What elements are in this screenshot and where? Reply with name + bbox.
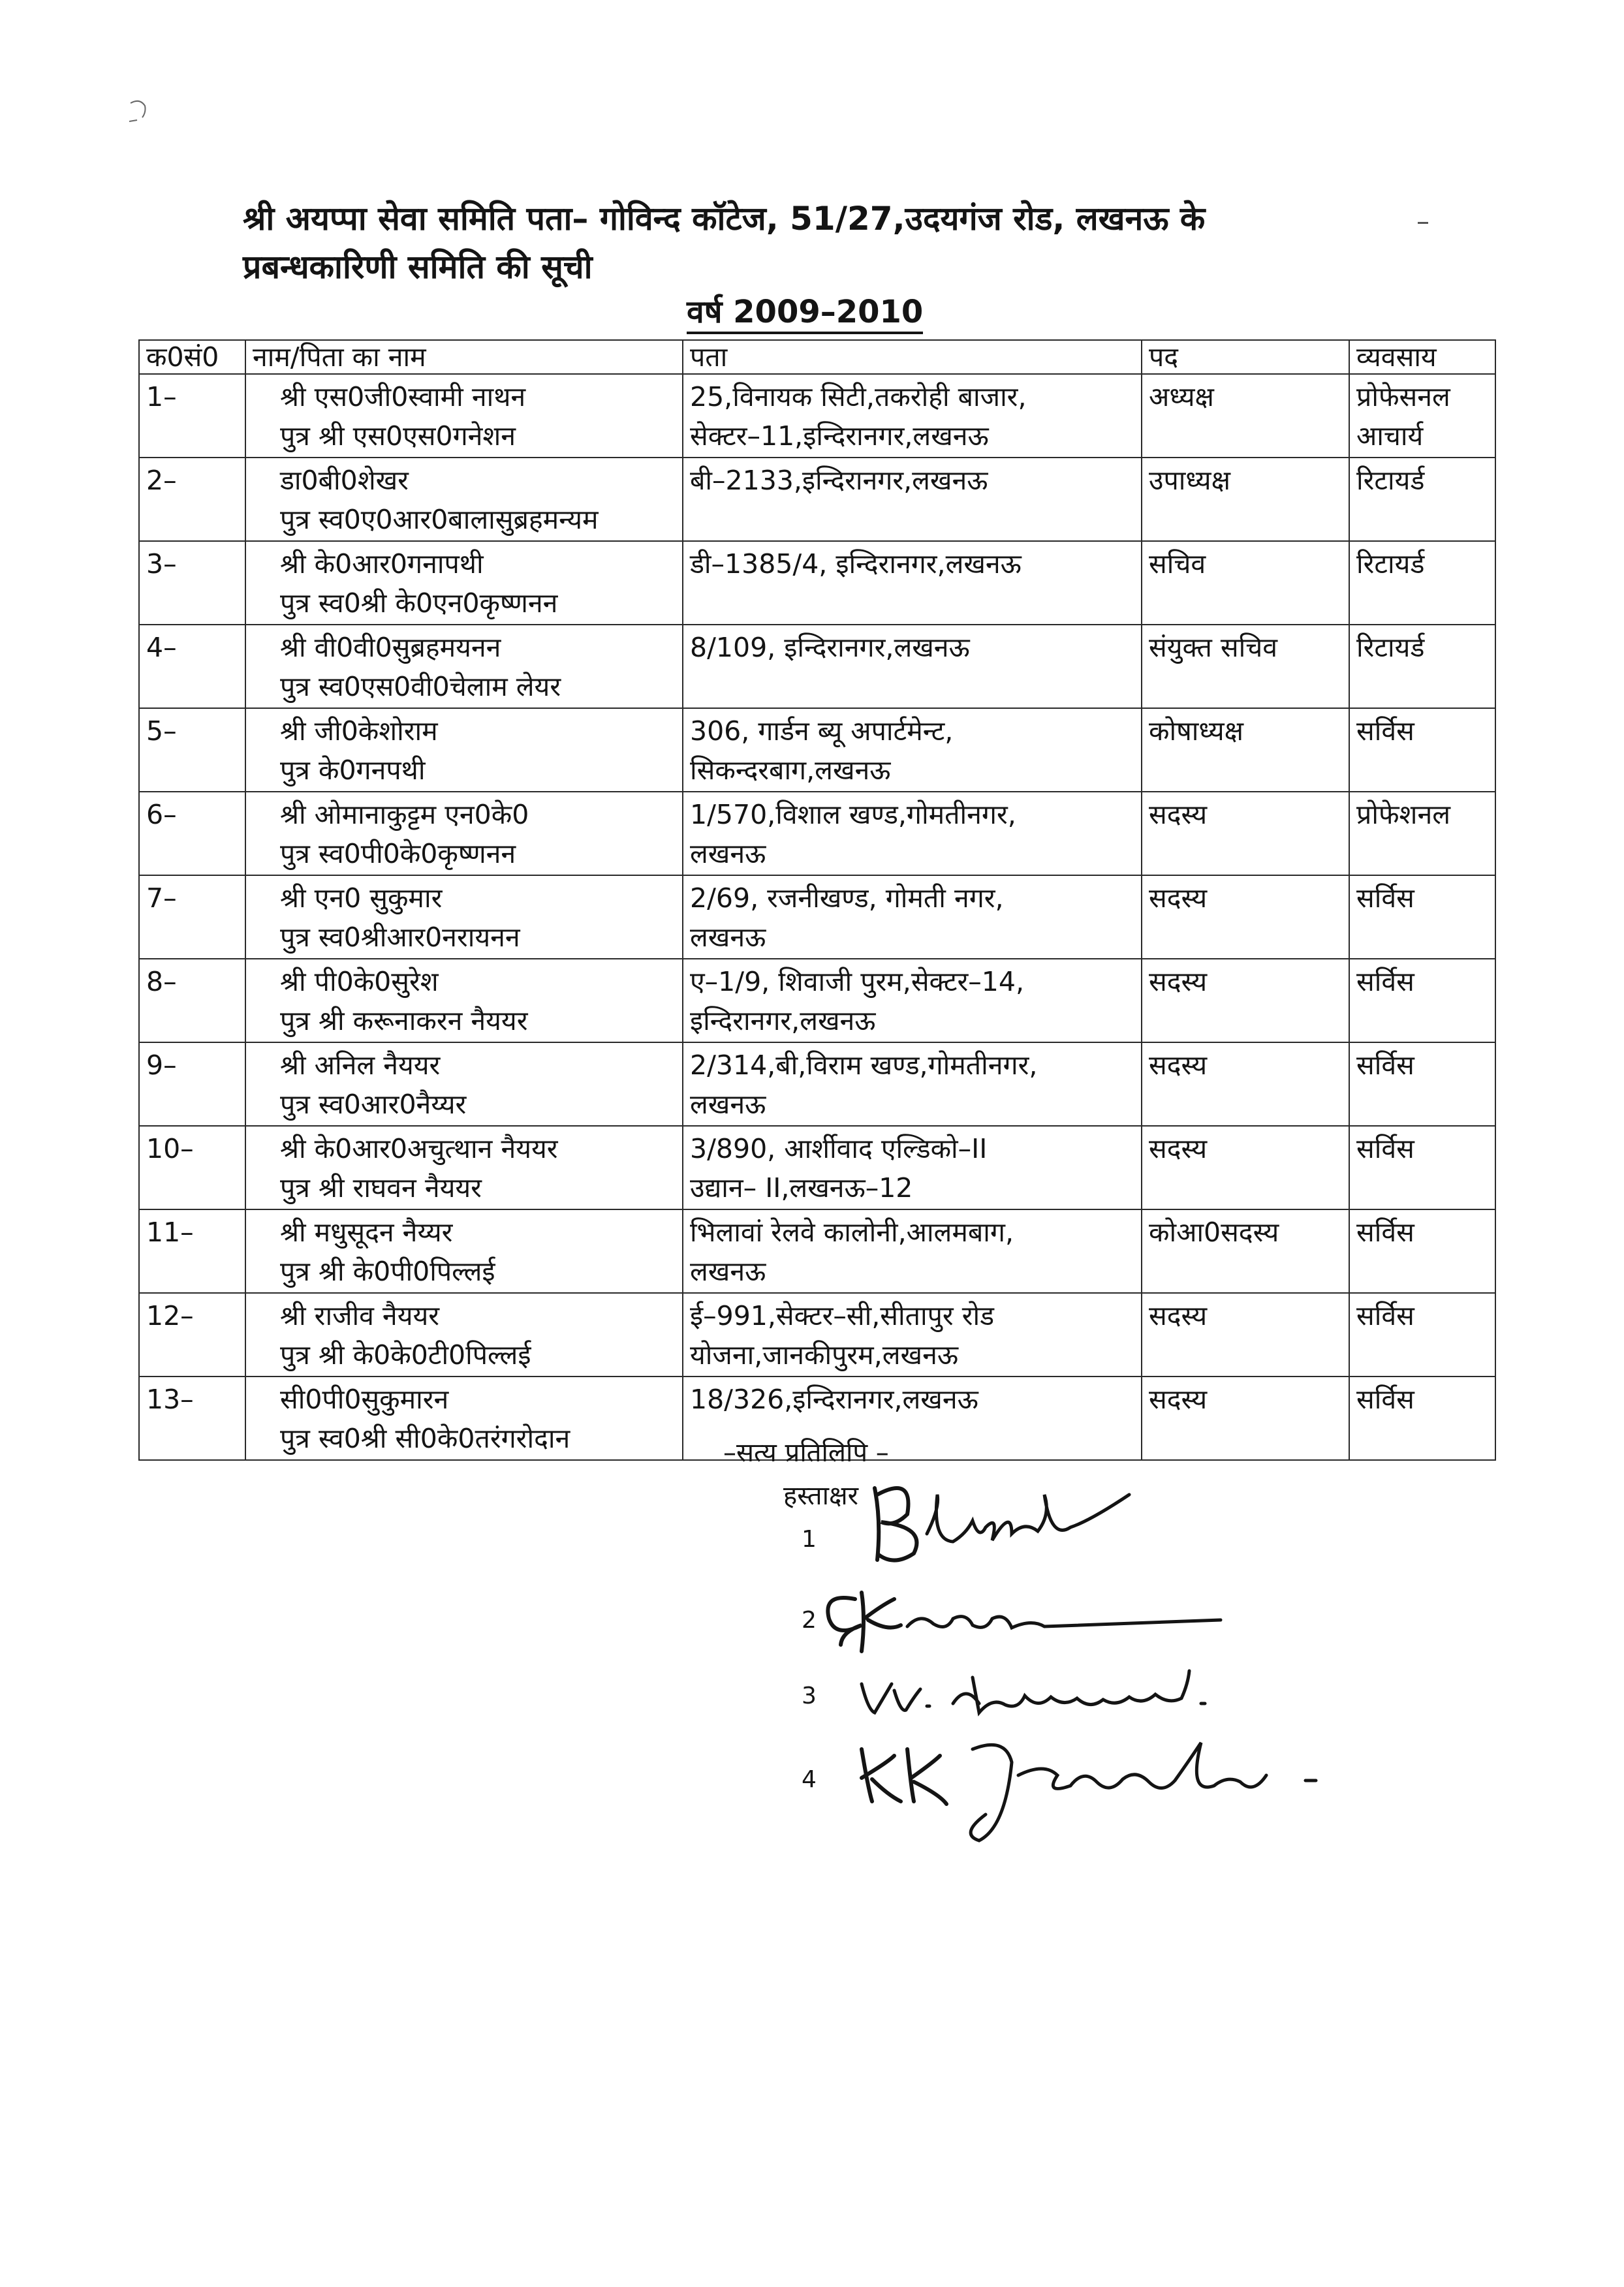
member-name: श्री के0आर0गनापथी — [280, 548, 484, 580]
occupation-line-1: सर्विस — [1356, 1300, 1414, 1331]
address-line-1: 1/570,विशाल खण्ड,गोमतीनगर, — [690, 799, 1016, 830]
table-row — [139, 875, 1495, 959]
member-father-name: पुत्र श्री राघवन नैययर — [280, 1172, 482, 1204]
member-post: सचिव — [1149, 548, 1206, 580]
cell-address — [683, 1042, 1142, 1126]
cell-post — [1142, 1293, 1349, 1377]
cell-occupation — [1349, 708, 1495, 792]
address-line-1: 306, गार्डन ब्यू अपार्टमेन्ट, — [690, 715, 954, 747]
serial-number: 4– — [146, 632, 177, 663]
member-post: संयुक्त सचिव — [1149, 632, 1278, 663]
signature-3 — [849, 1658, 1266, 1730]
cell-address — [683, 1126, 1142, 1209]
cell-address — [683, 1293, 1142, 1377]
member-name: सी0पी0सुकुमारन — [280, 1384, 449, 1415]
signature-4 — [849, 1723, 1332, 1854]
serial-number: 3– — [146, 548, 177, 580]
address-line-2: लखनऊ — [690, 922, 766, 953]
header-occupation: व्यवसाय — [1349, 340, 1495, 374]
address-line-2: लखनऊ — [690, 838, 766, 869]
address-line-2: इन्दिरानगर,लखनऊ — [690, 1005, 876, 1036]
cell-serial-number — [139, 1126, 245, 1209]
cell-serial-number — [139, 625, 245, 708]
occupation-line-1: प्रोफेसनल — [1356, 381, 1450, 412]
signature-2 — [816, 1579, 1234, 1658]
member-father-name: पुत्र श्री करूनाकरन नैययर — [280, 1005, 528, 1036]
member-father-name: पुत्र स्व0श्री के0एन0कृष्णनन — [280, 587, 558, 619]
table-row — [139, 1209, 1495, 1293]
document-title — [243, 194, 1392, 291]
table-row — [139, 792, 1495, 875]
address-line-1: 18/326,इन्दिरानगर,लखनऊ — [690, 1384, 978, 1415]
cell-occupation — [1349, 875, 1495, 959]
signature-number-3: 3 — [802, 1683, 817, 1709]
member-name: श्री अनिल नैययर — [280, 1050, 441, 1081]
address-line-1: बी–2133,इन्दिरानगर,लखनऊ — [690, 465, 988, 496]
table-row — [139, 1293, 1495, 1377]
occupation-line-1: सर्विस — [1356, 966, 1414, 997]
occupation-line-1: सर्विस — [1356, 1384, 1414, 1415]
member-post: सदस्य — [1149, 882, 1208, 914]
signature-number-2: 2 — [802, 1607, 817, 1634]
serial-number: 13– — [146, 1384, 194, 1415]
occupation-line-1: रिटायर्ड — [1356, 632, 1425, 663]
cell-occupation — [1349, 625, 1495, 708]
member-post: अध्यक्ष — [1149, 381, 1214, 412]
table-row — [139, 458, 1495, 541]
address-line-2: लखनऊ — [690, 1089, 766, 1120]
address-line-1: 3/890, आर्शीवाद एल्डिको–II — [690, 1133, 988, 1164]
cell-address — [683, 875, 1142, 959]
serial-number: 11– — [146, 1217, 194, 1248]
address-line-1: 25,विनायक सिटी,तकरोही बाजार, — [690, 381, 1027, 412]
serial-number: 12– — [146, 1300, 194, 1331]
member-post: सदस्य — [1149, 1384, 1208, 1415]
address-line-2: लखनऊ — [690, 1256, 766, 1287]
cell-name — [245, 541, 683, 625]
member-post: सदस्य — [1149, 1300, 1208, 1331]
cell-serial-number — [139, 541, 245, 625]
cell-name — [245, 458, 683, 541]
address-line-1: 2/314,बी,विराम खण्ड,गोमतीनगर, — [690, 1050, 1038, 1081]
signature-1 — [855, 1469, 1142, 1573]
member-father-name: पुत्र श्री के0के0टी0पिल्लई — [280, 1339, 531, 1371]
cell-occupation — [1349, 1377, 1495, 1460]
member-name: श्री पी0के0सुरेश — [280, 966, 439, 997]
member-name: श्री राजीव नैययर — [280, 1300, 440, 1331]
member-father-name: पुत्र के0गनपथी — [280, 755, 426, 786]
table-row — [139, 1126, 1495, 1209]
address-line-1: ए–1/9, शिवाजी पुरम,सेक्टर–14, — [690, 966, 1025, 997]
member-post: कोआ0सदस्य — [1149, 1217, 1279, 1248]
cell-name — [245, 1209, 683, 1293]
serial-number: 5– — [146, 715, 177, 747]
member-post: कोषाध्यक्ष — [1149, 715, 1244, 747]
member-father-name: पुत्र श्री के0पी0पिल्लई — [280, 1256, 495, 1287]
serial-number: 9– — [146, 1050, 177, 1081]
title-line-1: श्री अयप्पा सेवा समिति पता– गोविन्द कॉटेज, 51/27,उदयगंज रोड, लखनऊ के — [243, 200, 1206, 238]
member-post: सदस्य — [1149, 799, 1208, 830]
member-post: सदस्य — [1149, 1133, 1208, 1164]
address-line-1: 2/69, रजनीखण्ड, गोमती नगर, — [690, 882, 1004, 914]
cell-address — [683, 458, 1142, 541]
cell-occupation — [1349, 792, 1495, 875]
cell-occupation — [1349, 1042, 1495, 1126]
address-line-1: 8/109, इन्दिरानगर,लखनऊ — [690, 632, 970, 663]
address-line-2: योजना,जानकीपुरम,लखनऊ — [690, 1339, 959, 1371]
cell-name — [245, 708, 683, 792]
cell-post — [1142, 1042, 1349, 1126]
member-post: उपाध्यक्ष — [1149, 465, 1230, 496]
cell-name — [245, 875, 683, 959]
serial-number: 1– — [146, 381, 177, 412]
cell-post — [1142, 458, 1349, 541]
cell-serial-number — [139, 374, 245, 458]
member-father-name: पुत्र स्व0श्री सी0के0तरंगरोदान — [280, 1423, 570, 1454]
member-father-name: पुत्र स्व0एस0वी0चेलाम लेयर — [280, 671, 561, 702]
header-name: नाम/पिता का नाम — [245, 340, 683, 374]
member-name: श्री जी0केशोराम — [280, 715, 438, 747]
cell-occupation — [1349, 1293, 1495, 1377]
address-line-1: ई–991,सेक्टर–सी,सीतापुर रोड — [690, 1300, 995, 1331]
cell-occupation — [1349, 1209, 1495, 1293]
cell-serial-number — [139, 1293, 245, 1377]
cell-serial-number — [139, 959, 245, 1042]
cell-post — [1142, 541, 1349, 625]
serial-number: 10– — [146, 1133, 194, 1164]
cell-occupation — [1349, 458, 1495, 541]
scan-speck — [128, 98, 157, 127]
member-father-name: पुत्र श्री एस0एस0गनेशन — [280, 420, 516, 452]
occupation-line-1: सर्विस — [1356, 1217, 1414, 1248]
table-row — [139, 1042, 1495, 1126]
cell-serial-number — [139, 792, 245, 875]
member-father-name: पुत्र स्व0ए0आर0बालासुब्रहमन्यम — [280, 504, 599, 535]
scan-dash-mark — [1418, 222, 1428, 224]
signature-number-4: 4 — [802, 1766, 817, 1793]
signature-label — [783, 1476, 858, 1512]
member-father-name: पुत्र स्व0पी0के0कृष्णनन — [280, 838, 516, 869]
occupation-line-1: सर्विस — [1356, 715, 1414, 747]
cell-serial-number — [139, 708, 245, 792]
cell-serial-number — [139, 1377, 245, 1460]
cell-serial-number — [139, 875, 245, 959]
occupation-line-1: रिटायर्ड — [1356, 465, 1425, 496]
cell-name — [245, 625, 683, 708]
year-heading: वर्ष 2009–2010 — [687, 292, 923, 334]
table-header-row — [139, 340, 1495, 374]
occupation-line-1: रिटायर्ड — [1356, 548, 1425, 580]
cell-serial-number — [139, 1042, 245, 1126]
cell-address — [683, 541, 1142, 625]
occupation-line-1: सर्विस — [1356, 1133, 1414, 1164]
serial-number: 6– — [146, 799, 177, 830]
cell-post — [1142, 792, 1349, 875]
signature-label-text: हस्ताक्षर — [783, 1481, 858, 1511]
occupation-line-2: आचार्य — [1356, 420, 1424, 452]
address-line-2: उद्यान– II,लखनऊ–12 — [690, 1172, 913, 1204]
cell-name — [245, 1042, 683, 1126]
cell-address — [683, 625, 1142, 708]
committee-members-table — [138, 339, 1496, 1461]
true-copy-label: –सत्य प्रतिलिपि – — [723, 1438, 889, 1468]
serial-number: 2– — [146, 465, 177, 496]
table-row — [139, 374, 1495, 458]
header-post: पद — [1142, 340, 1349, 374]
address-line-1: डी–1385/4, इन्दिरानगर,लखनऊ — [690, 548, 1022, 580]
cell-occupation — [1349, 541, 1495, 625]
cell-address — [683, 1209, 1142, 1293]
cell-occupation — [1349, 959, 1495, 1042]
header-serial-number: क0सं0 — [139, 340, 245, 374]
member-father-name: पुत्र स्व0श्रीआर0नरायनन — [280, 922, 520, 953]
cell-post — [1142, 1209, 1349, 1293]
cell-name — [245, 959, 683, 1042]
member-name: श्री ओमानाकुट्टम एन0के0 — [280, 799, 529, 830]
cell-name — [245, 1293, 683, 1377]
serial-number: 7– — [146, 882, 177, 914]
cell-serial-number — [139, 458, 245, 541]
member-name: श्री के0आर0अचुत्थान नैययर — [280, 1133, 558, 1164]
cell-name — [245, 1377, 683, 1460]
member-name: श्री मधुसूदन नैय्यर — [280, 1217, 453, 1248]
address-line-1: भिलावां रेलवे कालोनी,आलमबाग, — [690, 1217, 1014, 1248]
member-name: श्री एन0 सुकुमार — [280, 882, 443, 914]
member-post: सदस्य — [1149, 1050, 1208, 1081]
title-line-2: प्रबन्धकारिणी समिति की सूची — [243, 248, 593, 286]
cell-post — [1142, 374, 1349, 458]
address-line-2: सिकन्दरबाग,लखनऊ — [690, 755, 891, 786]
cell-occupation — [1349, 1126, 1495, 1209]
table-row — [139, 959, 1495, 1042]
cell-address — [683, 708, 1142, 792]
cell-post — [1142, 875, 1349, 959]
cell-name — [245, 374, 683, 458]
cell-post — [1142, 625, 1349, 708]
cell-occupation — [1349, 374, 1495, 458]
table-row — [139, 541, 1495, 625]
member-name: श्री एस0जी0स्वामी नाथन — [280, 381, 526, 412]
occupation-line-1: सर्विस — [1356, 1050, 1414, 1081]
cell-post — [1142, 1126, 1349, 1209]
cell-post — [1142, 708, 1349, 792]
cell-address — [683, 959, 1142, 1042]
cell-post — [1142, 959, 1349, 1042]
header-address: पता — [683, 340, 1142, 374]
occupation-line-1: सर्विस — [1356, 882, 1414, 914]
address-line-2: सेक्टर–11,इन्दिरानगर,लखनऊ — [690, 420, 989, 452]
table-row — [139, 625, 1495, 708]
occupation-line-1: प्रोफेशनल — [1356, 799, 1450, 830]
signature-number-1: 1 — [802, 1526, 817, 1553]
member-name: श्री वी0वी0सुब्रहमयनन — [280, 632, 501, 663]
cell-name — [245, 792, 683, 875]
cell-serial-number — [139, 1209, 245, 1293]
table-row — [139, 708, 1495, 792]
cell-name — [245, 1126, 683, 1209]
cell-post — [1142, 1377, 1349, 1460]
member-post: सदस्य — [1149, 966, 1208, 997]
member-father-name: पुत्र स्व0आर0नैय्यर — [280, 1089, 467, 1120]
cell-address — [683, 792, 1142, 875]
serial-number: 8– — [146, 966, 177, 997]
member-name: डा0बी0शेखर — [280, 465, 409, 496]
cell-address — [683, 374, 1142, 458]
